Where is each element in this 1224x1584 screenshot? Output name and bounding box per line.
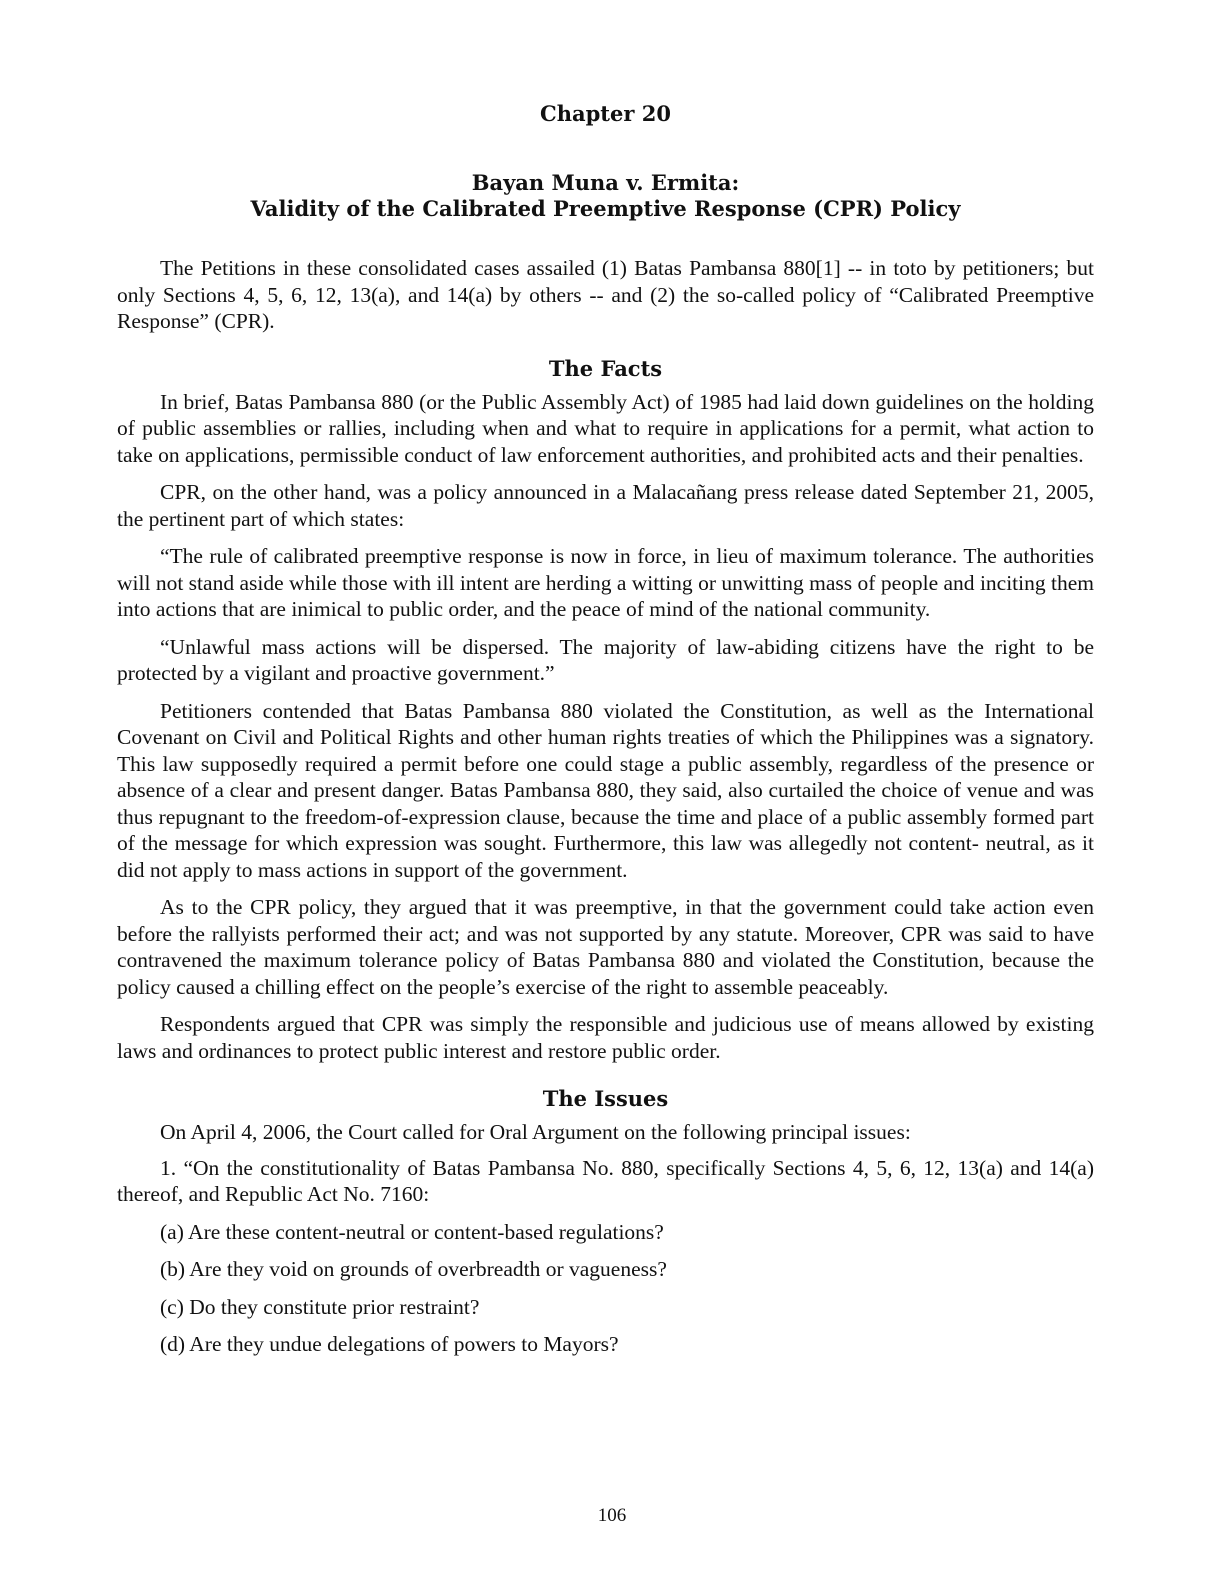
quote-paragraph-1: “The rule of calibrated preemptive response is now in force, in lieu of maximum tolerance. The authorities will not stand aside while those with ill intent are herding a witting or unwitting mass of people and inciting them into actions that are inimical to public order, and the peace of mind of the national community.	[117, 544, 1094, 621]
issue-sub-item-a: (a) Are these content-neutral or content-based regulations?	[160, 1219, 664, 1244]
case-title-line-2: Validity of the Calibrated Preemptive Response (CPR) Policy	[250, 196, 961, 221]
facts-paragraph-2: CPR, on the other hand, was a policy announced in a Malacañang press release dated September 21, 2005, the pertinent part of which states:	[117, 480, 1094, 531]
facts-heading: The Facts	[548, 355, 663, 381]
issue-sub-item-d: (d) Are they undue delegations of powers to Mayors?	[160, 1332, 619, 1356]
issue-item-1: 1. “On the constitutionality of Batas Pambansa No. 880, specifically Sections 4, 5, 6, 12, 13(a) and 14(a) thereof, and Republic Act No. 7160:	[117, 1155, 1094, 1206]
page-number: 106	[597, 1505, 627, 1526]
document-page	[117, 100, 1094, 1369]
cpr-argument-paragraph: As to the CPR policy, they argued that it was preemptive, in that the government could take action even before the rallyists performed their act; and was not supported by any statute. Moreover, CPR was said to have contravened the maximum tolerance policy of Batas Pambansa 880 and violated the Constitution, because the policy caused a chilling effect on the people’s exercise of the right to assemble peaceably.	[117, 895, 1094, 999]
chapter-label: Chapter 20	[540, 101, 671, 126]
issues-heading: The Issues	[542, 1086, 669, 1111]
issues-intro-paragraph: On April 4, 2006, the Court called for Oral Argument on the following principal issues:	[160, 1120, 911, 1144]
facts-paragraph-1: In brief, Batas Pambansa 880 (or the Public Assembly Act) of 1985 had laid down guidelines on the holding of public assemblies or rallies, including when and what to require in applications for a permit, what action to take on applications, permissible conduct of law enforcement authorities, and prohibited acts and their penalties.	[117, 389, 1094, 467]
issue-sub-item-c: (c) Do they constitute prior restraint?	[160, 1294, 480, 1319]
petitioners-contention-paragraph: Petitioners contended that Batas Pambansa 880 violated the Constitution, as well as the International Covenant on Civil and Political Rights and other human rights treaties of which the Philippines was a signatory. This law supposedly required a permit before one could stage a public assembly, regardless of the presence or absence of a clear and present danger. Batas Pambansa 880, they said, also curtailed the choice of venue and was thus repugnant to the freedom-of-expression clause, because the time and place of a public assembly formed part of the message for which expression was sought. Furthermore, this law was allegedly not content- neutral, as it did not apply to mass actions in support of the government.	[117, 698, 1094, 882]
issue-sub-item-b: (b) Are they void on grounds of overbreadth or vagueness?	[160, 1257, 667, 1281]
respondents-argument-paragraph: Respondents argued that CPR was simply the responsible and judicious use of means allowed by existing laws and ordinances to protect public interest and restore public order.	[117, 1012, 1094, 1063]
intro-paragraph: The Petitions in these consolidated cases assailed (1) Batas Pambansa 880[1] -- in toto by petitioners; but only Sections 4, 5, 6, 12, 13(a), and 14(a) by others -- and (2) the so-called policy of “Calibrated Preemptive Response” (CPR).	[117, 256, 1094, 333]
case-title-line-1: Bayan Muna v. Ermita:	[471, 170, 740, 195]
quote-paragraph-2: “Unlawful mass actions will be dispersed. The majority of law-abiding citizens have the right to be protected by a vigilant and proactive government.”	[117, 634, 1094, 685]
case-title	[117, 170, 1094, 222]
